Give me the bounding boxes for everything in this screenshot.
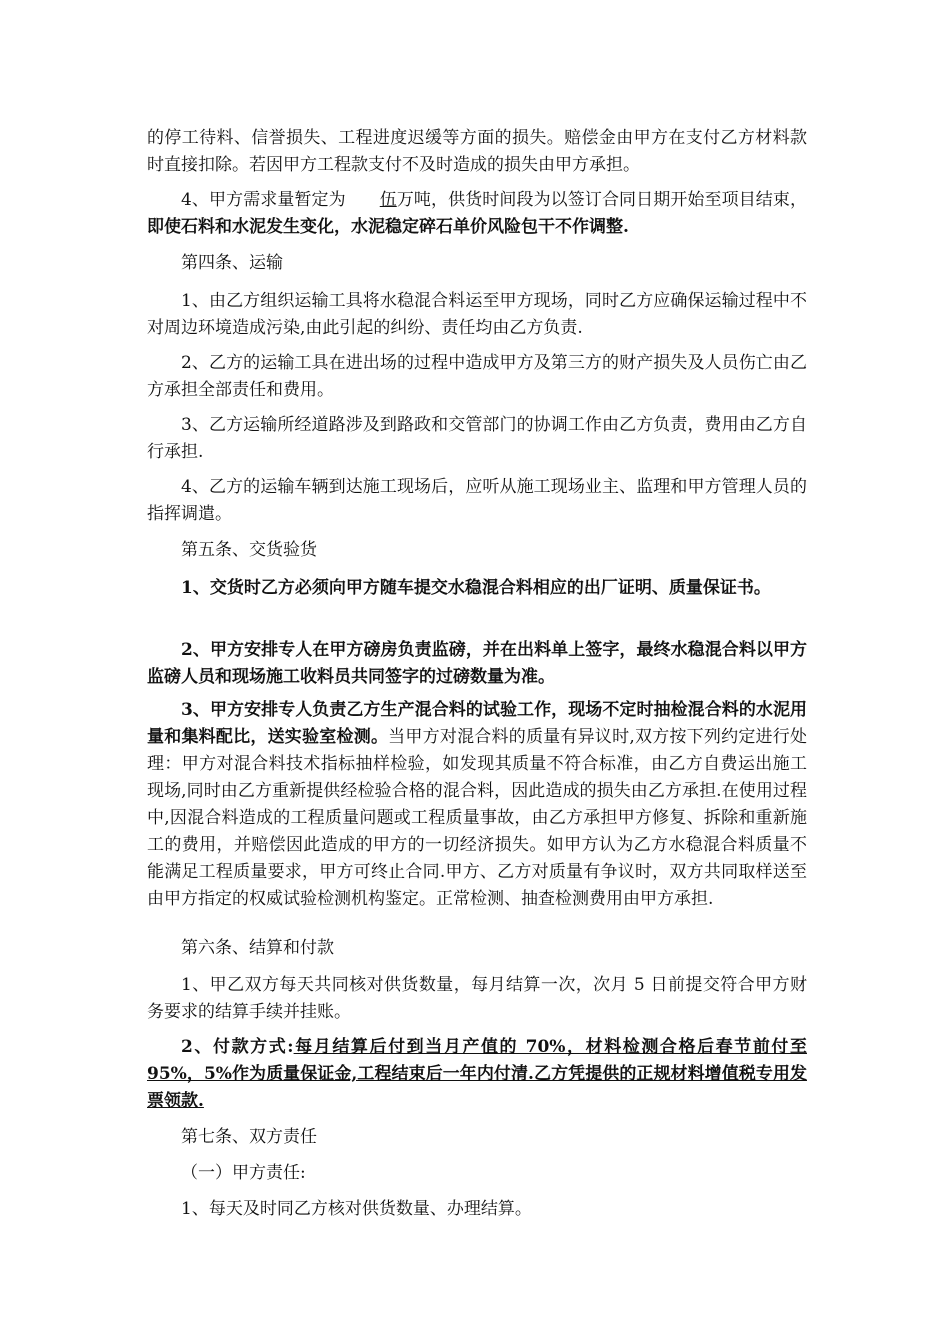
article-6-heading: 第六条、结算和付款 [181, 938, 334, 958]
party-a-responsibility-heading: （一）甲方责任: [181, 1163, 306, 1183]
paragraph-delivery-1: 1、交货时乙方必须向甲方随车提交水稳混合料相应的出厂证明、质量保证书。 [181, 578, 771, 598]
payment-terms: 每月结算后付到当月产值的 70%，材料检测合格后春节前付至 95%，5%作为质量保证金,工程结束后一年内付清.乙方凭提供的正规材料增值税专用发票领款. [147, 1037, 807, 1111]
paragraph-transport-4: 4、乙方的运输车辆到达施工现场后，应听从施工现场业主、监理和甲方管理人员的指挥调遣。 [147, 477, 807, 524]
demand-quantity-value: 伍 [379, 190, 397, 210]
paragraph-damages: 的停工待料、信誉损失、工程进度迟缓等方面的损失。赔偿金由甲方在支付乙方材料款时直接扣除。若因甲方工程款支付不及时造成的损失由甲方承担。 [147, 128, 807, 175]
paragraph-transport-1: 1、由乙方组织运输工具将水稳混合料运至甲方现场，同时乙方应确保运输过程中不对周边环境造成污染,由此引起的纠纷、责任均由乙方负责. [147, 291, 807, 338]
paragraph-party-a-1: 1、每天及时同乙方核对供货数量、办理结算。 [181, 1199, 532, 1219]
paragraph-transport-2: 2、乙方的运输工具在进出场的过程中造成甲方及第三方的财产损失及人员伤亡由乙方承担全部责任和费用。 [147, 353, 807, 400]
paragraph-transport-3: 3、乙方运输所经道路涉及到路政和交管部门的协调工作由乙方负责，费用由乙方自行承担. [147, 415, 807, 462]
demand-text-bold: 即使石料和水泥发生变化，水泥稳定碎石单价风险包干不作调整. [147, 217, 629, 237]
demand-text-a: 4、甲方需求量暂定为 [181, 190, 346, 210]
payment-label: 2、付款方式: [181, 1037, 294, 1057]
paragraph-delivery-2: 2、甲方安排专人在甲方磅房负责监磅，并在出料单上签字，最终水稳混合料以甲方监磅人员和现场施工收料员共同签字的过磅数量为准。 [147, 640, 807, 687]
paragraph-demand-quantity [147, 187, 807, 241]
delivery-3-bold: 3、甲方安排专人负责乙方生产混合料的试验工作，现场不定时抽检混合料的水泥用量和集料配比，送实验室检测。 [147, 700, 807, 747]
delivery-3-rest: 当甲方对混合料的质量有异议时,双方按下列约定进行处理：甲方对混合料技术指标抽样检验，如发现其质量不符合标准，由乙方自费运出施工现场,同时由乙方重新提供经检验合格的混合料，因此造成的损失由乙方承担.在使用过程中,因混合料造成的工程质量问题或工程质量事故，由乙方承担甲方修复、拆除和重新施工的费用，并赔偿因此造成的甲方的一切经济损失。如甲方认为乙方水稳混合料质量不能满足工程质量要求，甲方可终止合同.甲方、乙方对质量有争议时，双方共同取样送至由甲方指定的权威试验检测机构鉴定。正常检测、抽查检测费用由甲方承担. [147, 727, 808, 909]
demand-text-b: 万吨，供货时间段为以签订合同日期开始至项目结束， [396, 190, 807, 210]
paragraph-payment [147, 1034, 807, 1115]
paragraph-delivery-3 [147, 697, 807, 913]
article-4-heading: 第四条、运输 [181, 253, 283, 273]
article-7-heading: 第七条、双方责任 [181, 1127, 317, 1147]
article-5-heading: 第五条、交货验货 [181, 540, 317, 560]
paragraph-settlement-1: 1、甲乙双方每天共同核对供货数量，每月结算一次，次月 5 日前提交符合甲方财务要求的结算手续并挂账。 [147, 975, 807, 1022]
